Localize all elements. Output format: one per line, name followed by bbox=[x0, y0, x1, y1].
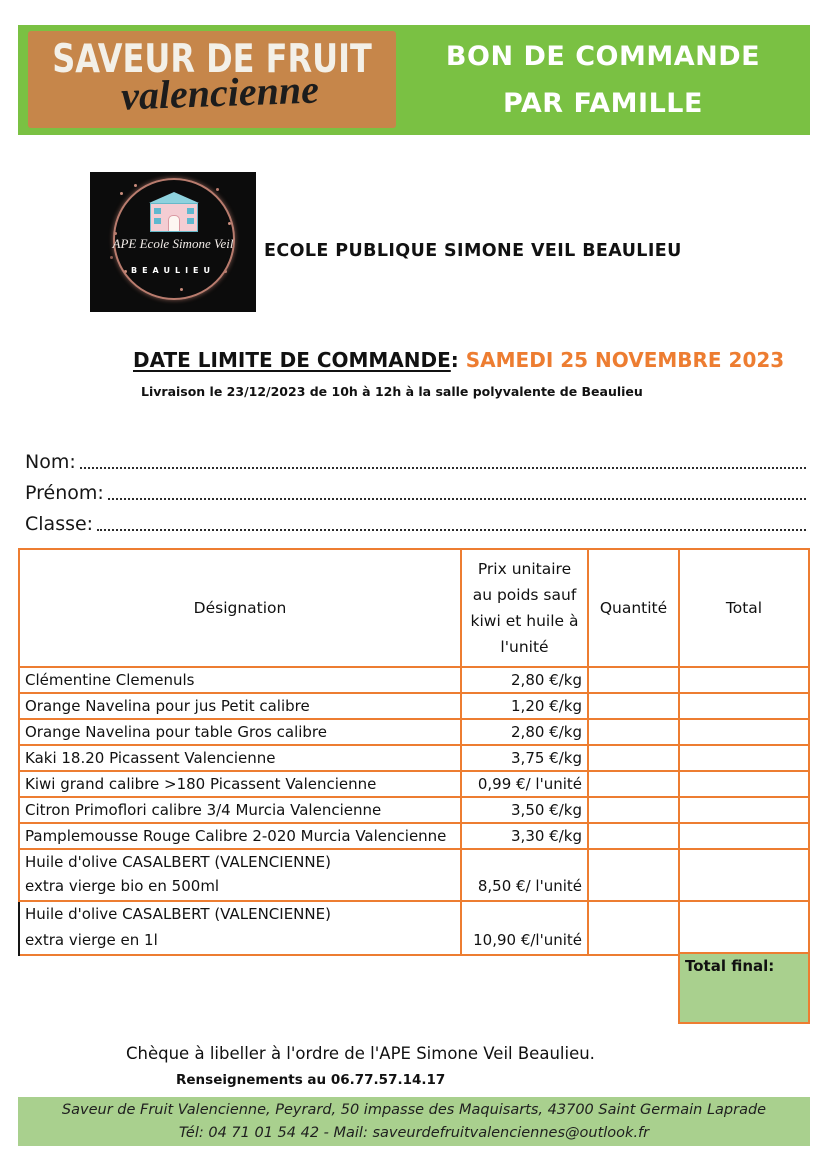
quantity-cell bbox=[589, 902, 680, 954]
title-line-2: PAR FAMILLE bbox=[503, 88, 703, 119]
brand-logo bbox=[28, 31, 396, 128]
total-cell bbox=[680, 824, 808, 848]
sparkle-dots-icon bbox=[120, 192, 123, 195]
school-building-icon bbox=[150, 192, 198, 232]
col-header-quantity: Quantité bbox=[589, 550, 680, 666]
designation-line-1: Huile d'olive CASALBERT (VALENCIENNE) bbox=[25, 853, 331, 871]
brand-script: valencienne bbox=[120, 66, 320, 119]
total-final-cell bbox=[678, 952, 810, 1024]
deadline-date: SAMEDI 25 NOVEMBRE 2023 bbox=[465, 348, 785, 372]
designation-cell: Citron Primoflori calibre 3/4 Murcia Valencienne bbox=[20, 798, 462, 822]
designation-cell: Pamplemousse Rouge Calibre 2-020 Murcia Valencienne bbox=[20, 824, 462, 848]
price-cell: 3,50 €/kg bbox=[462, 798, 589, 822]
nom-label: Nom: bbox=[25, 451, 76, 473]
price-cell: 3,75 €/kg bbox=[462, 746, 589, 770]
quantity-cell bbox=[589, 798, 680, 822]
header-banner bbox=[18, 25, 810, 135]
order-form-title bbox=[396, 25, 810, 135]
total-cell bbox=[680, 772, 808, 796]
school-name: ECOLE PUBLIQUE SIMONE VEIL BEAULIEU bbox=[264, 241, 682, 261]
table-row bbox=[20, 746, 808, 772]
price-cell: 0,99 €/ l'unité bbox=[462, 772, 589, 796]
designation-cell: Kiwi grand calibre >180 Picassent Valencienne bbox=[20, 772, 462, 796]
identity-fields bbox=[25, 442, 806, 535]
designation-line-2: extra vierge bio en 500ml bbox=[25, 877, 220, 895]
classe-label: Classe: bbox=[25, 513, 94, 535]
designation-line-2: extra vierge en 1l bbox=[25, 931, 158, 949]
quantity-cell bbox=[589, 850, 680, 900]
brand-name: SAVEUR DE FRUIT bbox=[52, 37, 372, 82]
field-nom bbox=[25, 442, 806, 473]
designation-cell: Kaki 18.20 Picassent Valencienne bbox=[20, 746, 462, 770]
title-line-1: BON DE COMMANDE bbox=[445, 41, 761, 72]
table-row bbox=[20, 720, 808, 746]
designation-cell bbox=[20, 902, 462, 954]
order-table bbox=[18, 548, 810, 956]
designation-cell: Orange Navelina pour table Gros calibre bbox=[20, 720, 462, 744]
table-row bbox=[20, 850, 808, 902]
field-prenom bbox=[25, 473, 806, 504]
ape-school-logo bbox=[90, 172, 256, 312]
price-cell: 3,30 €/kg bbox=[462, 824, 589, 848]
quantity-cell bbox=[589, 746, 680, 770]
price-cell: 2,80 €/kg bbox=[462, 668, 589, 692]
designation-cell: Orange Navelina pour jus Petit calibre bbox=[20, 694, 462, 718]
col-header-total: Total bbox=[725, 599, 763, 617]
table-row bbox=[20, 902, 808, 954]
total-cell bbox=[680, 694, 808, 718]
price-cell: 8,50 €/ l'unité bbox=[462, 850, 589, 900]
total-cell bbox=[680, 850, 808, 900]
total-cell bbox=[680, 746, 808, 770]
total-final-label: Total final: bbox=[685, 957, 775, 975]
total-cell bbox=[680, 668, 808, 692]
designation-line-1: Huile d'olive CASALBERT (VALENCIENNE) bbox=[25, 905, 331, 923]
table-row bbox=[20, 772, 808, 798]
quantity-cell bbox=[589, 824, 680, 848]
field-classe bbox=[25, 504, 806, 535]
logo-script-text: APE Ecole Simone Veil bbox=[112, 236, 234, 251]
quantity-cell bbox=[589, 694, 680, 718]
nom-fill-line bbox=[80, 467, 806, 469]
footer-contact: Tél: 04 71 01 54 42 - Mail: saveurdefruitvalenciennes@outlook.fr bbox=[178, 1124, 650, 1141]
price-cell: 2,80 €/kg bbox=[462, 720, 589, 744]
total-cell bbox=[680, 798, 808, 822]
table-row bbox=[20, 798, 808, 824]
contact-info-line: Renseignements au 06.77.57.14.17 bbox=[176, 1072, 446, 1088]
total-cell bbox=[680, 902, 808, 954]
classe-fill-line bbox=[97, 529, 806, 531]
price-cell: 10,90 €/l'unité bbox=[462, 902, 589, 954]
quantity-cell bbox=[589, 720, 680, 744]
prenom-label: Prénom: bbox=[25, 482, 104, 504]
col-header-designation: Désignation bbox=[20, 550, 462, 666]
footer-address: Saveur de Fruit Valencienne, Peyrard, 50 impasse des Maquisarts, 43700 Saint Germain Laprade bbox=[61, 1101, 767, 1118]
designation-cell: Clémentine Clemenuls bbox=[20, 668, 462, 692]
table-row bbox=[20, 694, 808, 720]
footer-banner bbox=[18, 1097, 810, 1146]
quantity-cell bbox=[589, 772, 680, 796]
logo-town-text: BEAULIEU bbox=[130, 266, 216, 275]
table-row bbox=[20, 824, 808, 850]
price-cell: 1,20 €/kg bbox=[462, 694, 589, 718]
col-header-price: Prix unitaire au poids sauf kiwi et huile à l'unité bbox=[462, 550, 589, 666]
designation-cell bbox=[20, 850, 462, 900]
table-header-row bbox=[20, 550, 808, 668]
deadline-line: DATE LIMITE DE COMMANDE: SAMEDI 25 NOVEMBRE 2023 bbox=[133, 348, 785, 372]
deadline-label: DATE LIMITE DE COMMANDE bbox=[133, 348, 451, 372]
cheque-instruction: Chèque à libeller à l'ordre de l'APE Simone Veil Beaulieu. bbox=[126, 1044, 595, 1063]
delivery-info: Livraison le 23/12/2023 de 10h à 12h à la salle polyvalente de Beaulieu bbox=[141, 384, 643, 399]
quantity-cell bbox=[589, 668, 680, 692]
table-row bbox=[20, 668, 808, 694]
total-cell bbox=[680, 720, 808, 744]
prenom-fill-line bbox=[108, 498, 806, 500]
